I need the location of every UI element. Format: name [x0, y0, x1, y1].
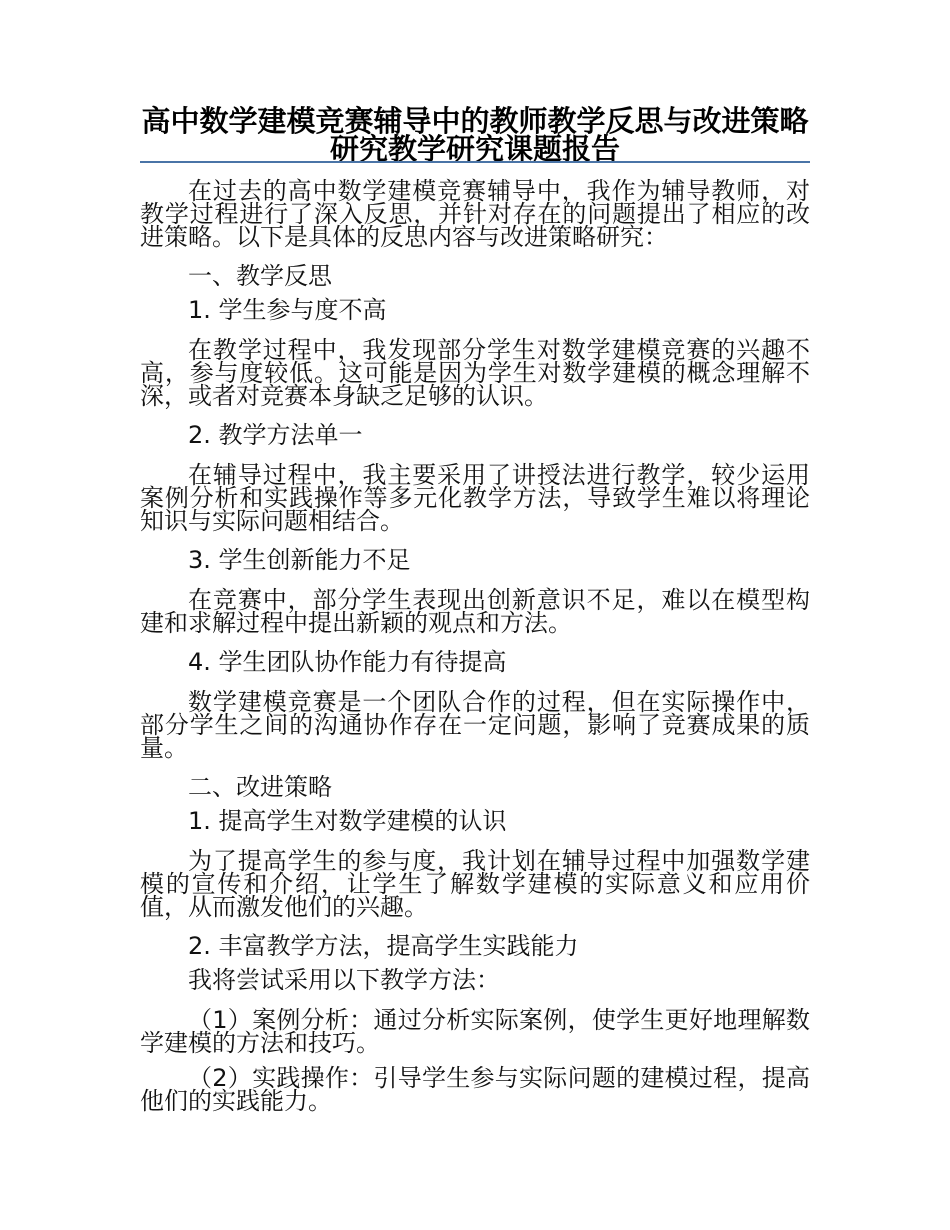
paragraph-participation: 在教学过程中，我发现部分学生对数学建模竞赛的兴趣不高，参与度较低。这可能是因为学生对数学建模的概念理解不深，或者对竞赛本身缺乏足够的认识。 [140, 336, 810, 410]
paragraph-innovation: 在竞赛中，部分学生表现出创新意识不足，难以在模型构建和求解过程中提出新颖的观点和方法。 [140, 586, 810, 637]
document-body [140, 177, 810, 1115]
section-heading-strategies: 二、改进策略 [188, 773, 332, 801]
paragraph-teaching-method: 在辅导过程中，我主要采用了讲授法进行教学，较少运用案例分析和实践操作等多元化教学方法，导致学生难以将理论知识与实际问题相结合。 [140, 461, 810, 535]
methods-lead: 我将尝试采用以下教学方法： [188, 966, 500, 994]
paragraph-awareness: 为了提高学生的参与度，我计划在辅导过程中加强数学建模的宣传和介绍，让学生了解数学建模的实际意义和应用价值，从而激发他们的兴趣。 [140, 847, 810, 921]
subheading-innovation: 3. 学生创新能力不足 [188, 546, 411, 574]
title-block [140, 104, 810, 166]
subheading-awareness: 1. 提高学生对数学建模的认识 [188, 807, 507, 835]
intro-paragraph: 在过去的高中数学建模竞赛辅导中，我作为辅导教师，对教学过程进行了深入反思，并针对存在的问题提出了相应的改进策略。以下是具体的反思内容与改进策略研究： [140, 177, 810, 251]
title-divider [140, 161, 810, 163]
document-title: 高中数学建模竞赛辅导中的教师教学反思与改进策略研究教学研究课题报告 [141, 104, 809, 166]
subheading-methods: 2. 丰富教学方法，提高学生实践能力 [188, 932, 579, 960]
paragraph-teamwork: 数学建模竞赛是一个团队合作的过程，但在实际操作中，部分学生之间的沟通协作存在一定问题，影响了竞赛成果的质量。 [140, 688, 810, 762]
section-heading-reflection: 一、教学反思 [188, 262, 332, 290]
subheading-teaching-method: 2. 教学方法单一 [188, 421, 363, 449]
method-practice: （2）实践操作：引导学生参与实际问题的建模过程，提高他们的实践能力。 [140, 1064, 810, 1115]
subheading-participation: 1. 学生参与度不高 [188, 296, 387, 324]
method-case-analysis: （1）案例分析：通过分析实际案例，使学生更好地理解数学建模的方法和技巧。 [140, 1006, 810, 1057]
subheading-teamwork: 4. 学生团队协作能力有待提高 [188, 648, 507, 676]
